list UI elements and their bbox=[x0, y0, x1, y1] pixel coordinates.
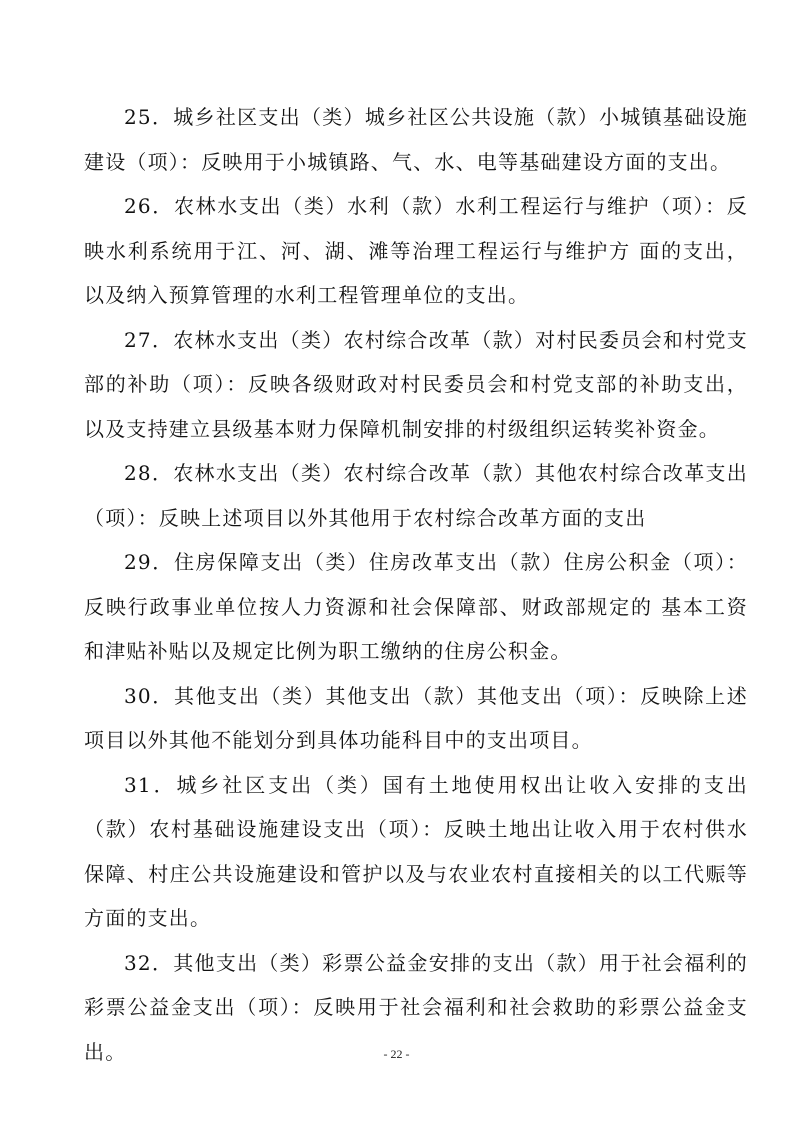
paragraph-item-32: 32．其他支出（类）彩票公益金安排的支出（款）用于社会福利的彩票公益金支出（项）：反映用于社会福利和社会救助的彩票公益金支出。 bbox=[84, 950, 748, 1064]
paragraph-item-28: 28．农林水支出（类）农村综合改革（款）其他农村综合改革支出（项）：反映上述项目以外其他用于农村综合改革方面的支出 bbox=[84, 461, 748, 530]
paragraph-item-27: 27．农林水支出（类）农村综合改革（款）对村民委员会和村党支部的补助（项）：反映各级财政对村民委员会和村党支部的补助支出，以及支持建立县级基本财力保障机制安排的村级组织运转奖补资金。 bbox=[84, 327, 748, 441]
paragraph-item-25: 25．城乡社区支出（类）城乡社区公共设施（款）小城镇基础设施建设（项）：反映用于小城镇路、气、水、电等基础建设方面的支出。 bbox=[84, 105, 748, 174]
paragraph-item-31: 31．城乡社区支出（类）国有土地使用权出让收入安排的支出（款）农村基础设施建设支出（项）：反映土地出让收入用于农村供水保障、村庄公共设施建设和管护以及与农业农村直接相关的以工代赈等方面的支出。 bbox=[84, 772, 748, 930]
paragraph-item-26: 26．农林水支出（类）水利（款）水利工程运行与维护（项）：反映水利系统用于江、河、湖、滩等治理工程运行与维护方 面的支出，以及纳入预算管理的水利工程管理单位的支出。 bbox=[84, 194, 748, 307]
paragraph-item-30: 30．其他支出（类）其他支出（款）其他支出（项）：反映除上述项目以外其他不能划分到具体功能科目中的支出项目。 bbox=[84, 683, 748, 752]
paragraph-item-29: 29．住房保障支出（类）住房改革支出（款）住房公积金（项）：反映行政事业单位按人力资源和社会保障部、财政部规定的 基本工资和津贴补贴以及规定比例为职工缴纳的住房公积金。 bbox=[84, 550, 748, 663]
document-body bbox=[84, 95, 748, 1074]
page-number: - 22 - bbox=[383, 1047, 410, 1061]
